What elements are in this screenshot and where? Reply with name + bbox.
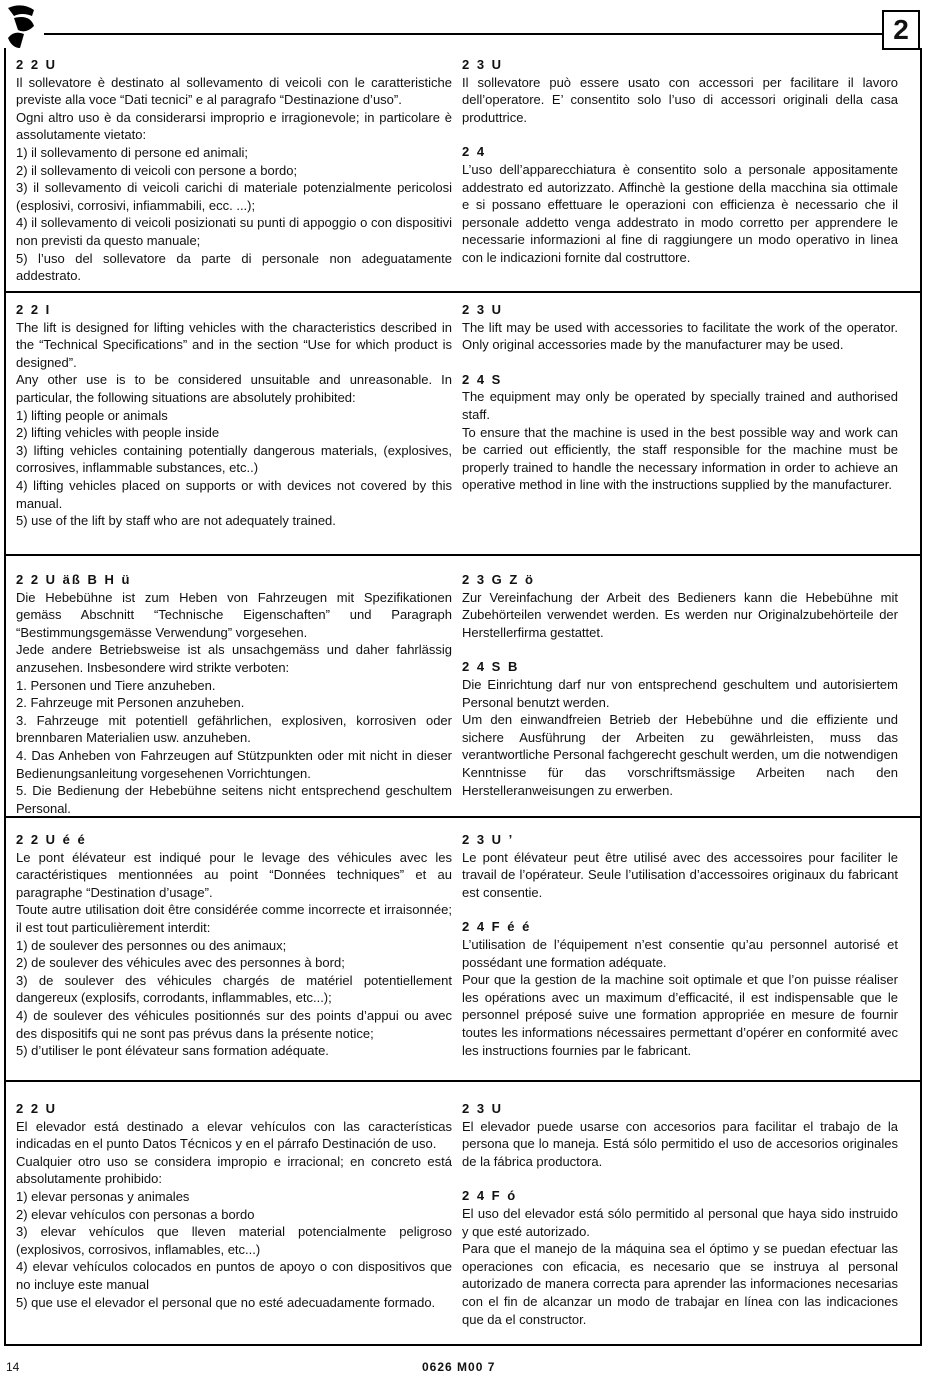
section-heading: 2 4 S bbox=[462, 371, 503, 387]
section-heading: 2 4 S B bbox=[462, 659, 520, 675]
paragraph: Il sollevatore può essere usato con accessori per facilitare il lavoro dell’operatore. E’ consentito solo l’uso di accessori originali della casa produttrice. bbox=[462, 74, 898, 125]
paragraph: Il sollevatore è destinato al sollevamento di veicoli con le caratteristiche previste alla voce “Dati tecnici” e al paragrafo “Destinazione d’uso”. bbox=[16, 74, 452, 108]
paragraph: 3. Fahrzeuge mit potentiell gefährlichen, explosiven, korrosiven oder brennbaren Materialien usw. anzuheben. bbox=[16, 712, 452, 746]
section-right-column bbox=[462, 301, 898, 494]
section-french bbox=[6, 818, 920, 1082]
page-number-box: 2 bbox=[882, 10, 920, 50]
paragraph: Le pont élévateur est indiqué pour le levage des véhicules avec les caractéristiques mentionnées au point “Données techniques” et au paragraphe “Destination d’usage”. bbox=[16, 849, 452, 900]
section-heading: 2 4 F é é bbox=[462, 919, 532, 935]
paragraph: 3) elevar vehículos que lleven material potencialmente peligroso (explosivos, corrosivos, inflamables, etc...) bbox=[16, 1224, 452, 1257]
paragraph: Jede andere Betriebsweise ist als unsachgemäss und daher fahrlässig anzusehen. Insbesondere wird strikte verboten: bbox=[16, 642, 452, 675]
paragraph: L’uso dell’apparecchiatura è consentito solo a personale appositamente addestrato ed autorizzato. Affinchè la gestione della macchina sia ottimale e si possano effettuare le operazioni con efficienza è necessario che il personale addetto venga addestrato in modo corretto per apprendere le necessarie informazioni al fine di raggiungere un modo operativo in linea con le indicazioni fornite dal costruttore. bbox=[462, 161, 898, 265]
spacer bbox=[462, 126, 898, 143]
paragraph: L’utilisation de l’équipement n’est consentie qu’au personnel autorisé et possédant une formation adéquate. bbox=[462, 936, 898, 970]
paragraph: Die Einrichtung darf nur von entsprechend geschultem und autorisiertem Personal benutzt werden. bbox=[462, 676, 898, 710]
section-left-column bbox=[16, 301, 452, 530]
section-heading: 2 3 U bbox=[462, 302, 504, 317]
section-german bbox=[6, 556, 920, 818]
paragraph: 2) de soulever des véhicules avec des personnes à bord; bbox=[16, 955, 345, 971]
header-rule bbox=[44, 33, 882, 35]
paragraph: El uso del elevador está sólo permitido al personal que haya sido instruido y que esté autorizado. bbox=[462, 1205, 898, 1239]
paragraph: El elevador puede usarse con accesorios para facilitar el trabajo de la persona que lo maneja. Está sólo permitido el uso de accesorios originales de la fábrica productora. bbox=[462, 1118, 898, 1169]
paragraph: 1) de soulever des personnes ou des animaux; bbox=[16, 937, 287, 953]
paragraph: Any other use is to be considered unsuitable and unreasonable. In particular, the following situations are absolutely prohibited: bbox=[16, 372, 452, 405]
paragraph: 2) elevar vehículos con personas a bordo bbox=[16, 1206, 255, 1222]
paragraph: 5) use of the lift by staff who are not adequately trained. bbox=[16, 513, 336, 529]
section-left-column bbox=[16, 1100, 452, 1311]
section-heading: 2 2 U bbox=[16, 1101, 58, 1116]
section-english bbox=[6, 293, 920, 556]
paragraph: 1) lifting people or animals bbox=[16, 407, 168, 423]
paragraph: Para que el manejo de la máquina sea el óptimo y se puedan efectuar las operaciones con eficacia, es necesario que se instruya al personal autorizado de manera correcta para aprender las informaciones necesarias con el fin de alcanzar un modo de trabajar en línea con las indicaciones que da el constructor. bbox=[462, 1241, 898, 1327]
section-heading: 2 2 U é é bbox=[16, 832, 87, 847]
paragraph: Um den einwandfreien Betrieb der Hebebühne und die effiziente und sichere Ausführung der Arbeiten zu gewährleisten, muss das verantwortliche Personal fachgerecht geschult werden, um die notwendigen Kenntnisse für das vorschriftsmässige Arbeiten nach den Herstelleranweisungen zu erwerben. bbox=[462, 712, 898, 798]
content-frame bbox=[4, 48, 922, 1346]
paragraph: 2) il sollevamento di veicoli con persone a bordo; bbox=[16, 162, 298, 178]
paragraph: Ogni altro uso è da considerarsi improprio e irragionevole; in particolare è assolutamente vietato: bbox=[16, 109, 452, 143]
footer-document-code: 0626 M00 7 bbox=[422, 1360, 496, 1374]
paragraph: 4) lifting vehicles placed on supports or with devices not covered by this manual. bbox=[16, 477, 452, 511]
section-heading: 2 3 U bbox=[462, 1101, 504, 1116]
paragraph: 5. Die Bedienung der Hebebühne seitens nicht entsprechend geschultem Personal. bbox=[16, 783, 452, 816]
paragraph: El elevador está destinado a elevar vehículos con las características indicadas en el punto Datos Técnicos y en el párrafo Destinación de uso. bbox=[16, 1118, 452, 1152]
paragraph: Toute autre utilisation doit être considérée comme incorrecte et irraisonnée; il est tout particulièrement interdit: bbox=[16, 902, 452, 935]
section-heading: 2 4 F ó bbox=[462, 1188, 518, 1204]
section-heading: 2 3 U bbox=[462, 57, 504, 72]
spacer bbox=[462, 354, 898, 371]
paragraph: 5) l’uso del sollevatore da parte di personale non adeguatamente addestrato. bbox=[16, 250, 452, 284]
paragraph: Cualquier otro uso se considera impropio e irracional; en concreto está absolutamente prohibido: bbox=[16, 1153, 452, 1187]
section-left-column bbox=[16, 56, 452, 285]
section-heading: 2 4 bbox=[462, 144, 487, 160]
section-left-column bbox=[16, 571, 452, 817]
paragraph: Le pont élévateur peut être utilisé avec des accessoires pour faciliter le travail de l’opérateur. Seule l’utilisation d’accessoires originaux du fabricant est consentie. bbox=[462, 849, 898, 900]
section-heading: 2 3 G Z ö bbox=[462, 572, 535, 587]
paragraph: 2) lifting vehicles with people inside bbox=[16, 425, 220, 441]
footer-page-number: 14 bbox=[6, 1360, 20, 1374]
paragraph: 4) de soulever des véhicules positionnés sur des points d’appui ou avec des dispositifs qui ne sont pas prévus dans la présente notice; bbox=[16, 1007, 452, 1041]
paragraph: 2. Fahrzeuge mit Personen anzuheben. bbox=[16, 695, 245, 711]
paragraph: 1) elevar personas y animales bbox=[16, 1188, 190, 1204]
paragraph: 1) il sollevamento di persone ed animali; bbox=[16, 144, 248, 160]
paragraph: 3) de soulever des véhicules chargés de matériel potentiellement dangereux (explosifs, corrodants, inflammables, etc...); bbox=[16, 972, 452, 1006]
section-heading: 2 2 I bbox=[16, 302, 52, 317]
spacer bbox=[462, 641, 898, 658]
section-right-column bbox=[462, 571, 898, 799]
paragraph: Die Hebebühne ist zum Heben von Fahrzeugen mit Spezifikationen gemäss Abschnitt “Technische Eigenschaften” und Paragraph “Bestimmungsgemässe Verwendung” vorgesehen. bbox=[16, 589, 452, 640]
paragraph: 5) d’utiliser le pont élévateur sans formation adéquate. bbox=[16, 1043, 329, 1059]
section-heading: 2 2 U bbox=[16, 57, 58, 72]
section-right-column bbox=[462, 56, 898, 267]
paragraph: 1. Personen und Tiere anzuheben. bbox=[16, 677, 216, 693]
spacer bbox=[462, 901, 898, 918]
spacer bbox=[462, 1170, 898, 1187]
section-left-column bbox=[16, 831, 452, 1060]
section-spanish bbox=[6, 1082, 920, 1344]
paragraph: The equipment may only be operated by specially trained and authorised staff. bbox=[462, 389, 898, 422]
paragraph: The lift may be used with accessories to facilitate the work of the operator. Only original accessories made by the manufacturer may be used. bbox=[462, 319, 898, 353]
section-right-column bbox=[462, 1100, 898, 1328]
section-right-column bbox=[462, 831, 898, 1059]
paragraph: Pour que la gestion de la machine soit optimale et que l’on puisse réaliser les opérations avec un maximum d’efficacité, il est indispensable que le personnel préposé suive une formation appropriée en mesure de fournir toutes les informations nécessaires permettant d’opérer en conformité avec les instructions fournies par le fabricant. bbox=[462, 972, 898, 1058]
brand-logo bbox=[4, 4, 40, 50]
section-italian bbox=[6, 48, 920, 293]
paragraph: The lift is designed for lifting vehicles with the characteristics described in the “Technical Specifications” and in the section “Use for which product is designed”. bbox=[16, 319, 452, 370]
paragraph: 3) lifting vehicles containing potentially dangerous materials, (explosives, corrosives, inflammable substances, etc..) bbox=[16, 442, 452, 476]
paragraph: 3) il sollevamento di veicoli carichi di materiale potenzialmente pericolosi (esplosivi, corrosivi, infiammabili, ecc. ...); bbox=[16, 180, 452, 213]
paragraph: 4. Das Anheben von Fahrzeugen auf Stützpunkten oder mit nicht in dieser Bedienungsanleitung vorgesehenen Vorrichtungen. bbox=[16, 747, 452, 781]
section-heading: 2 3 U ’ bbox=[462, 832, 515, 847]
paragraph: 4) il sollevamento di veicoli posizionati su punti di appoggio o con dispositivi non previsti da questo manuale; bbox=[16, 215, 452, 248]
paragraph: 5) que use el elevador el personal que no esté adecuadamente formado. bbox=[16, 1294, 436, 1310]
paragraph: Zur Vereinfachung der Arbeit des Bedieners kann die Hebebühne mit Zubehörteilen verwendet werden. Es werden nur Originalzubehörteile der Herstellerfirma gestattet. bbox=[462, 589, 898, 640]
section-heading: 2 2 U äß B H ü bbox=[16, 572, 132, 587]
paragraph: 4) elevar vehículos colocados en puntos de apoyo o con dispositivos que no incluye este manual bbox=[16, 1259, 452, 1292]
paragraph: To ensure that the machine is used in the best possible way and work can be carried out efficiently, the staff responsible for the machine must be properly trained to handle the necessary information in order to achieve an operative method in line with the instructions supplied by the manufacturer. bbox=[462, 424, 898, 493]
